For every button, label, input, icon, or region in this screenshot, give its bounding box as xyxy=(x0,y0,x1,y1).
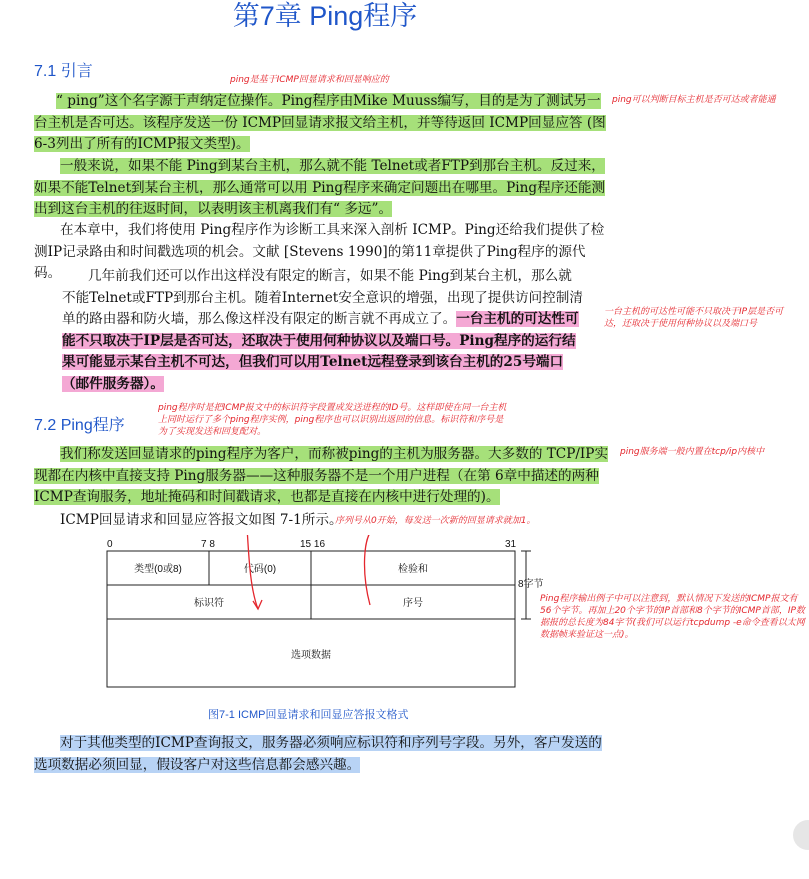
field-options: 选项数据 xyxy=(291,650,331,661)
field-sequence: 序号 xyxy=(403,598,423,609)
section-heading-7-1: 7.1 引言 xyxy=(34,63,93,80)
field-code: 代码(0) xyxy=(243,564,277,575)
paragraph-other-queries xyxy=(34,733,610,776)
highlighted-text: “ ping”这个名字源于声纳定位操作。Ping程序由Mike Muuss编写，目的是为了测试另一台主机是否可达。该程序发送一份 ICMP回显请求报文给主机，并等待返回 ICMP回显应答 (图6-3列出了所有的ICMP报文类型)。 xyxy=(34,93,606,152)
field-identifier: 标识符 xyxy=(194,598,224,609)
size-label: 8字节 xyxy=(518,579,544,590)
handwritten-note-kernel: ping服务端一般内置在tcp/ip内核中 xyxy=(620,447,765,457)
chapter-title: 第7章 Ping程序 xyxy=(232,1,418,31)
highlighted-text: 一台主机的可达性可能不只取决于IP层是否可达，还取决于使用何种协议以及端口号。Ping程序的运行结果可能显示某台主机不可达，但我们可以用Telnet远程登录到该台主机的25号端口（邮件服务器）。 xyxy=(62,311,579,392)
bit-label: 7 8 xyxy=(201,539,215,550)
field-checksum: 检验和 xyxy=(398,564,428,575)
icmp-packet-diagram xyxy=(100,535,560,695)
plain-text: 几年前我们还可以作出这样没有限定的断言，如果不能 Ping到某台主机，那么就不能Telnet或FTP到那台主机。随着Internet安全意识的增强，出现了提供访问控制清单的路由器和防火墙，那么像这样没有限定的断言就不再成立了。 xyxy=(62,268,583,327)
bit-label: 0 xyxy=(107,539,113,550)
highlighted-text: 一般来说，如果不能 Ping到某台主机，那么就不能 Telnet或者FTP到那台主机。反过来，如果不能Telnet到某台主机，那么通常可以用 Ping程序来确定问题出在哪里。Ping程序还能测出到这台主机的往返时间，以表明该主机离我们有“ 多远”。 xyxy=(34,158,606,217)
paragraph-client-server xyxy=(34,444,610,509)
scroll-indicator[interactable] xyxy=(793,820,809,850)
paragraph-chapter-overview: 在本章中，我们将使用 Ping程序作为诊断工具来深入剖析 ICMP。Ping还给我们提供了检测IP记录路由和时间戳选项的机会。文献 [Stevens 1990]的第11章提供了Ping程序的源代码。 xyxy=(34,222,605,281)
figure-caption: 图7-1 ICMP回显请求和回显应答报文格式 xyxy=(208,709,409,721)
field-type: 类型(0或8) xyxy=(134,564,182,575)
handwritten-note-protocol: 一台主机的可达性可能不只取决于IP层是否可达，还取决于使用何种协议以及端口号 xyxy=(604,307,784,329)
bit-label: 15 16 xyxy=(300,539,326,550)
section-heading-7-2: 7.2 Ping程序 xyxy=(34,417,125,434)
handwritten-note-packet-size: Ping程序输出例子中可以注意到，默认情况下发送的ICMP报文有56个字节。再加上20个字节的IP首部和8个字节的ICMP首部，IP数据报的总长度为84字节(我们可以运行tcpdump -e命令查看以太网数据帧来验证这一点)。 xyxy=(540,594,805,640)
highlighted-text: 我们称发送回显请求的ping程序为客户，而称被ping的主机为服务器。大多数的 TCP/IP实现都在内核中直接支持 Ping服务器——这种服务器不是一个用户进程（在第 6章中描述的两种ICMP查询服务，地址掩码和时间戳请求，也都是直接在内核中进行处理的)。 xyxy=(34,446,609,505)
handwritten-note-reachability: ping可以判断目标主机是否可达或者能通 xyxy=(612,95,776,105)
handwritten-note-identifier: ping程序时是把ICMP报文中的标识符字段置成发送进程的ID号。这样即使在同一台主机上同时运行了多个ping程序实例，ping程序也可以识别出返回的信息。标识符和序号是为了实现发送和回复配对。 xyxy=(158,403,507,437)
paragraph-telnet xyxy=(34,156,610,221)
paragraph-figure-ref: ICMP回显请求和回显应答报文如图 7-1所示。 xyxy=(60,512,343,528)
handwritten-note-sequence: 序列号从0开始，每发送一次新的回显请求就加1。 xyxy=(335,516,536,526)
highlighted-text: 对于其他类型的ICMP查询报文，服务器必须响应标识符和序列号字段。另外，客户发送的选项数据必须回显，假设客户对这些信息都会感兴趣。 xyxy=(34,735,602,773)
paragraph-intro xyxy=(34,91,610,156)
bit-label: 31 xyxy=(505,539,517,550)
handwritten-note-icmp: ping是基于ICMP回显请求和回显响应的 xyxy=(230,75,389,85)
paragraph-note-reachability xyxy=(62,266,584,395)
